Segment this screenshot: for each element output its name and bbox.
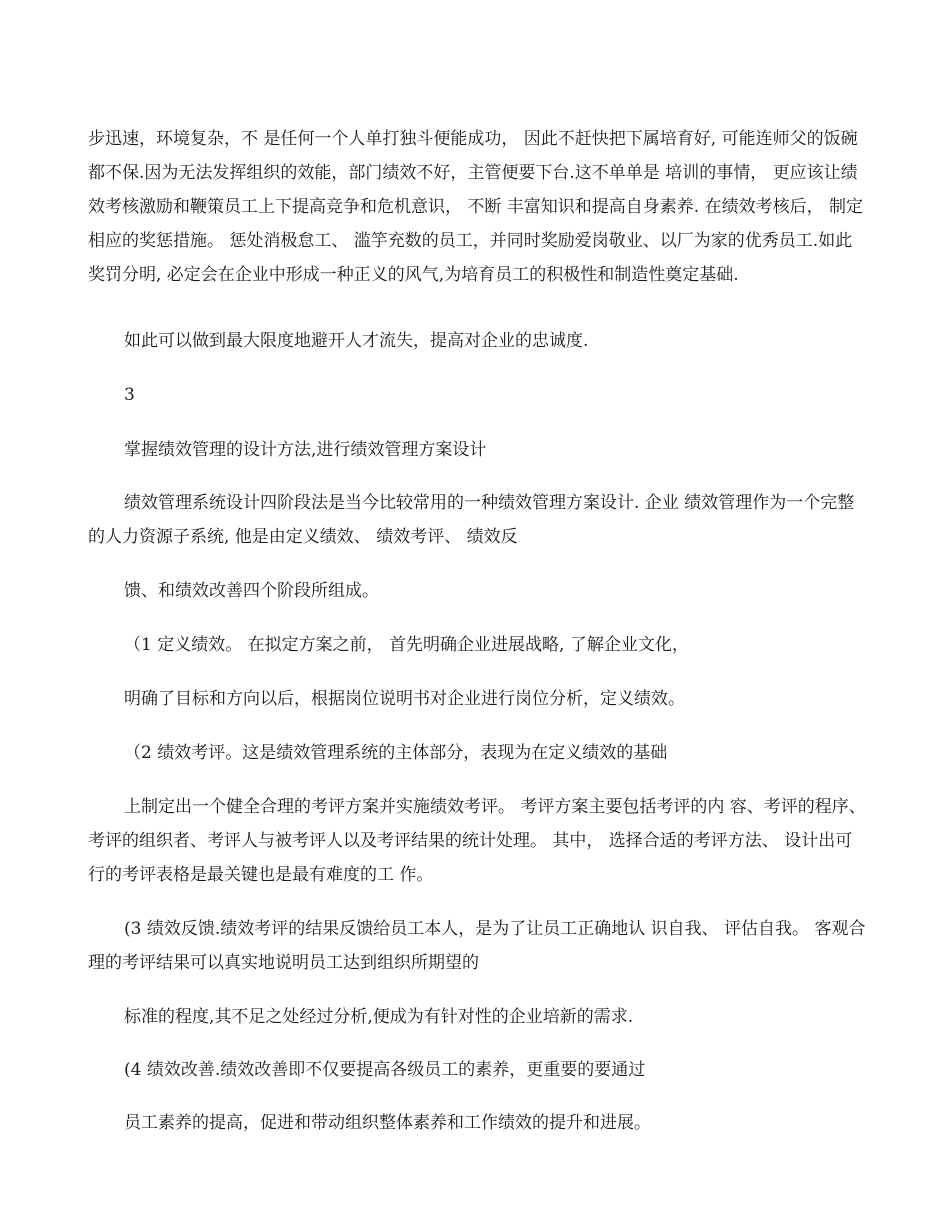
paragraph-performance-feedback-cont: 标准的程度,其不足之处经过分析,便成为有针对性的企业培新的需求. [124, 1007, 634, 1027]
paragraph-performance-appraisal-cont: 上制定出一个健全合理的考评方案并实施绩效考评。 考评方案主要包括考评的内 容、考评的程序、考评的组织者、考评人与被考评人以及考评结果的统计处理。 其中， 选择合适的考评方法、 设计出可行的考评表格是最关键也是最有难度的工 作。 [88, 797, 866, 885]
paragraph-four-stage-method-cont: 馈、和绩效改善四个阶段所组成。 [124, 581, 379, 601]
paragraph-performance-improvement: (4 绩效改善.绩效改善即不仅要提高各级员工的素养，更重要的要通过 [124, 1060, 646, 1080]
paragraph-define-performance-cont: 明确了目标和方向以后，根据岗位说明书对企业进行岗位分析，定义绩效。 [124, 689, 685, 709]
section-heading: 掌握绩效管理的设计方法,进行绩效管理方案设计 [124, 440, 487, 460]
paragraph-training-importance: 步迅速，环境复杂，不 是任何一个人单打独斗便能成功， 因此不赶快把下属培育好, 可能连师父的饭碗 都不保.因为无法发挥组织的效能，部门绩效不好，主管便要下台.这不单单是 培训的事情， 更应该让绩效考核激励和鞭策员工上下提高竞争和危机意识， 不断 丰富知识和提高自身素养. 在绩效考核后， 制定相应的奖惩措施。 惩处消极怠工、 滥竽充数的员工，并同时奖励爱岗敬业、以厂为家的优秀员工.如此奖罚分明, 必定会在企业中形成一种正义的风气,为培育员工的积极性和制造性奠定基础. [88, 129, 864, 285]
section-number: 3 [124, 385, 135, 405]
paragraph-define-performance: （1 定义绩效。 在拟定方案之前， 首先明确企业进展战略, 了解企业文化， [124, 635, 689, 655]
paragraph-four-stage-method: 绩效管理系统设计四阶段法是当今比较常用的一种绩效管理方案设计. 企业 绩效管理作为一个完整的人力资源子系统, 他是由定义绩效、 绩效考评、 绩效反 [88, 493, 855, 547]
paragraph-talent-retention: 如此可以做到最大限度地避开人才流失，提高对企业的忠诚度. [124, 331, 589, 351]
paragraph-performance-appraisal: （2 绩效考评。这是绩效管理系统的主体部分，表现为在定义绩效的基础 [124, 743, 668, 763]
paragraph-performance-feedback: (3 绩效反馈.绩效考评的结果反馈给员工本人，是为了让员工正确地认 识自我、 评估自我。 客观合理的考评结果可以真实地说明员工达到组织所期望的 [88, 919, 866, 973]
paragraph-performance-improvement-cont: 员工素养的提高，促进和带动组织整体素养和工作绩效的提升和进展。 [124, 1113, 651, 1133]
